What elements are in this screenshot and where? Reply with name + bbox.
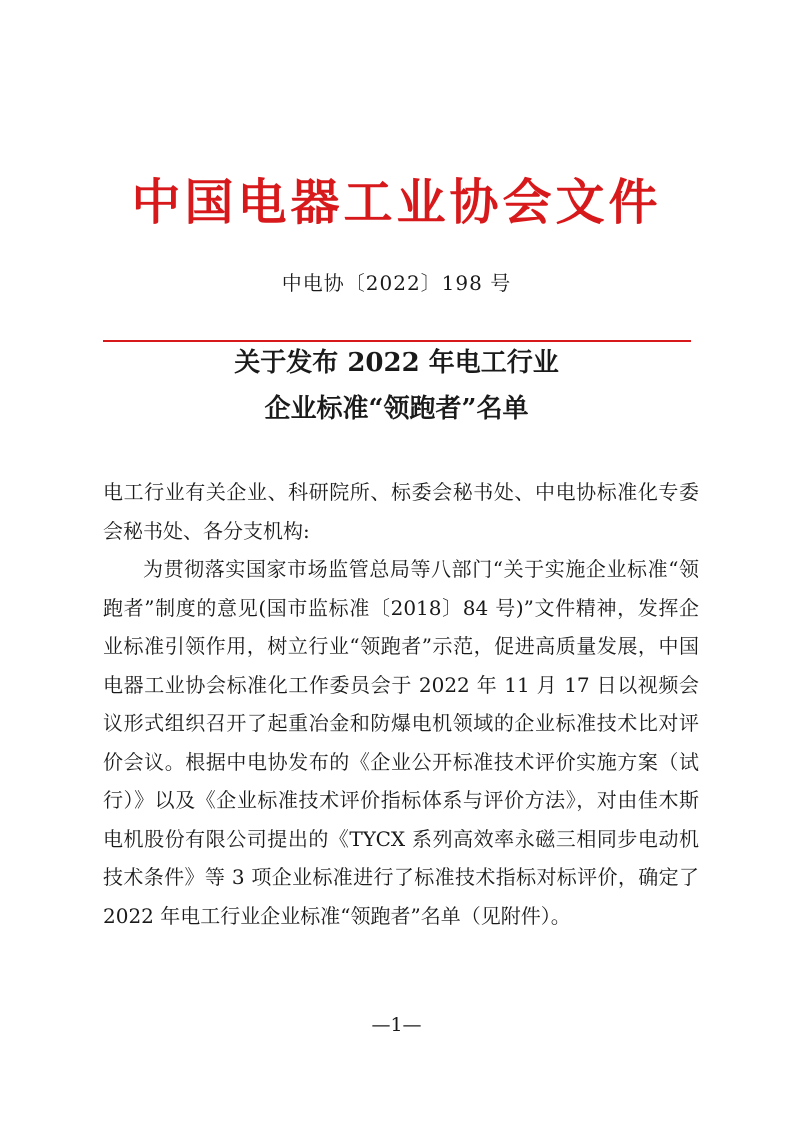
document-number: 中电协〔2022〕198 号 (281, 271, 512, 295)
red-divider-line (103, 340, 691, 342)
body-paragraph: 为贯彻落实国家市场监管总局等八部门“关于实施企业标准“领跑者”制度的意见(国市监标准〔2018〕84 号)”文件精神，发挥企业标准引领作用，树立行业“领跑者”示范，促进高质量发展，中国电器工业协会标准化工作委员会于 2022 年 11 月 17 日以视频会议形式组织召开了起重冶金和防爆电机领域的企业标准技术比对评价会议。根据中电协发布的《企业公开标准技术评价实施方案（试行）》以及《企业标准技术评价指标体系与评价方法》，对由佳木斯电机股份有限公司提出的《TYCX 系列高效率永磁三相同步电动机技术条件》等 3 项企业标准进行了标准技术指标对标评价，确定了 2022 年电工行业企业标准“领跑者”名单（见附件）。 (103, 557, 699, 928)
page-number: —1— (371, 1014, 422, 1036)
document-masthead: 中国电器工业协会文件 (131, 174, 662, 231)
document-body (103, 473, 699, 935)
salutation: 电工行业有关企业、科研院所、标委会秘书处、中电协标准化专委会秘书处、各分支机构: (103, 480, 699, 543)
notice-title-line-1: 关于发布 2022 年电工行业 (234, 348, 559, 378)
notice-title-line-2: 企业标准“领跑者”名单 (264, 394, 529, 424)
